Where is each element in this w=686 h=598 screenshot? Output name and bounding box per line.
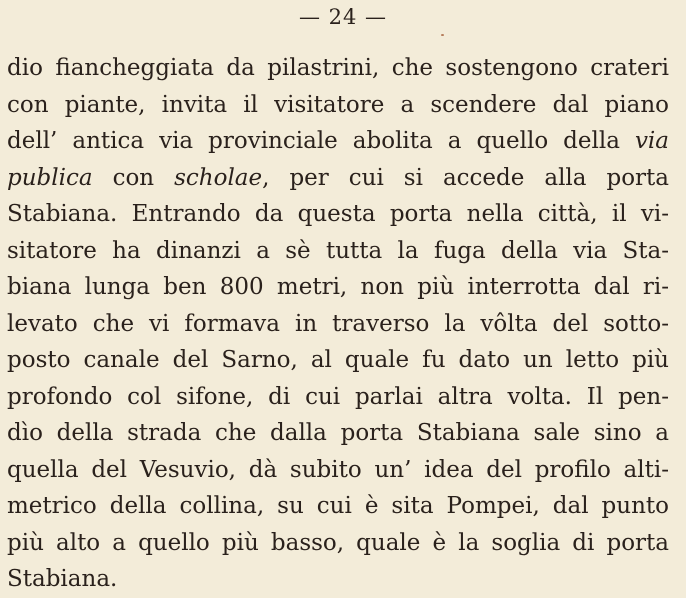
page-number: — 24 — — [298, 5, 388, 29]
text-line: quella del Vesuvio, dà subito un’ idea del profilo alti- — [7, 456, 669, 483]
text-line: Stabiana. — [7, 566, 118, 592]
text-line: con piante, invita il visitatore a scendere dal piano — [7, 91, 669, 118]
text-line: biana lunga ben 800 metri, non più interrotta dal ri- — [7, 274, 669, 300]
text-line: dell’ antica via provinciale abolita a quello della via — [7, 128, 669, 154]
text-line: levato che vi formava in traverso la vôlta del sotto- — [7, 310, 669, 337]
text-line: metrico della collina, su cui è sita Pompei, dal punto — [7, 493, 669, 519]
text-line: profondo col sifone, di cui parlai altra volta. Il pen- — [7, 383, 669, 410]
text-line: dio fiancheggiata da pilastrini, che sostengono crateri — [7, 55, 669, 81]
text-line: posto canale del Sarno, al quale fu dato un letto più — [7, 347, 669, 373]
text-line: dìo della strada che dalla porta Stabiana sale sino a — [7, 420, 669, 446]
italic-term: via — [634, 128, 669, 154]
italic-term: scholae — [174, 164, 263, 191]
paper-speck — [441, 34, 444, 36]
text-line: sitatore ha dinanzi a sè tutta la fuga della via Sta- — [7, 237, 669, 264]
text-line: publica con scholae, per cui si accede alla porta — [7, 164, 670, 191]
body-paragraph — [7, 50, 669, 598]
italic-term: publica — [7, 164, 93, 191]
text-line: più alto a quello più basso, quale è la soglia di porta — [7, 529, 669, 556]
text-line: Stabiana. Entrando da questa porta nella città, il vi- — [7, 201, 669, 227]
